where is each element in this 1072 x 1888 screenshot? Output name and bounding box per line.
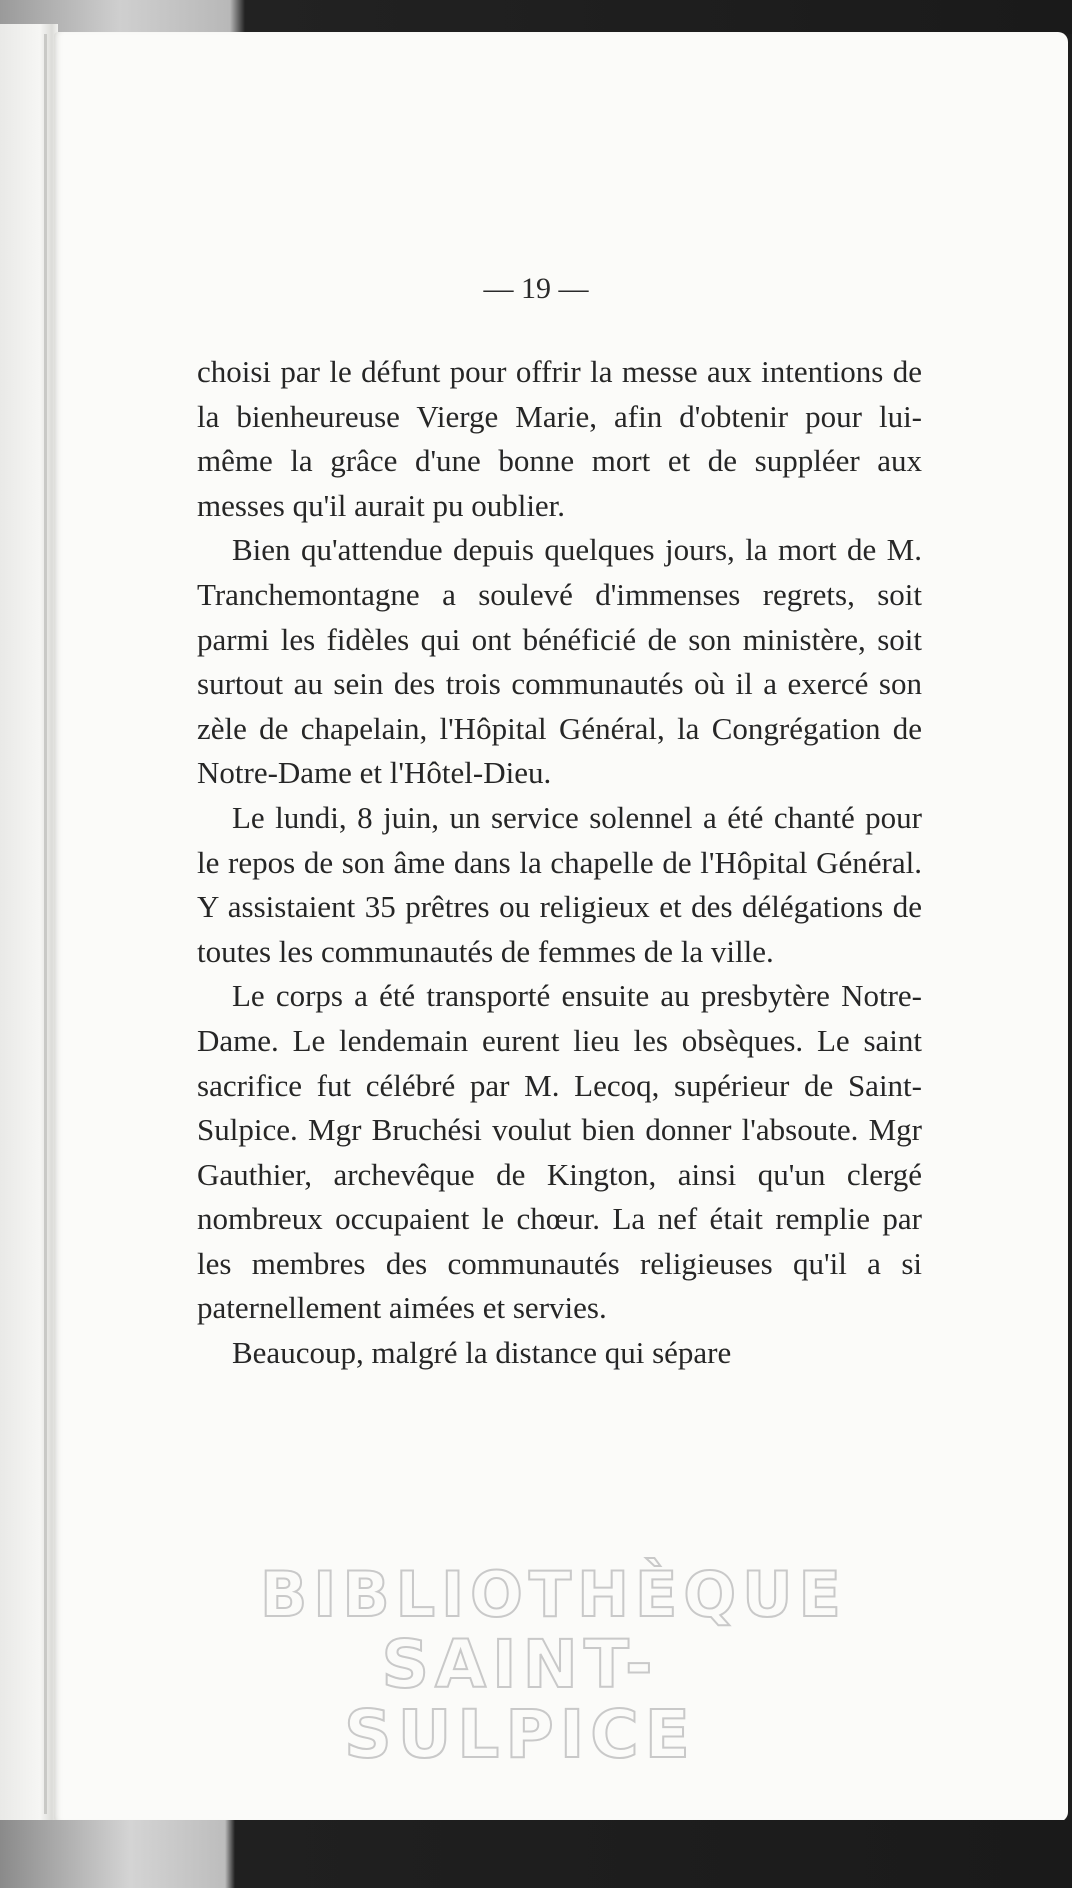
page-number: — 19 —: [483, 272, 589, 305]
stamp-line-2: SAINT-SULPICE: [344, 1626, 696, 1773]
paragraph-continued: choisi par le défunt pour offrir la messe aux intentions de la bienheureuse Vierge Marie, afin d'obtenir pour lui-même la grâce d'une bonne mort et de suppléer aux messes qu'il aurait pu oublier.: [197, 354, 922, 523]
scan-border-top: [0, 0, 1072, 34]
paragraph: Le corps a été transporté ensuite au presbytère Notre-Dame. Le lendemain eurent lieu les obsèques. Le saint sacrifice fut célébré par M. Lecoq, supérieur de Saint-Sulpice. Mgr Bruchési voulut bien donner l'absoute. Mgr Gauthier, archevêque de Kington, ainsi qu'un clergé nombreux occupaient le chœur. La nef était remplie par les membres des communautés religieuses qu'il a si paternellement aimées et servies.: [197, 978, 922, 1326]
stamp-line-1: BIBLIOTHÈQUE: [260, 1558, 847, 1631]
paragraph: Le lundi, 8 juin, un service solennel a été chanté pour le repos de son âme dans la chapelle de l'Hôpital Général. Y assistaient 35 prêtres ou religieux et des délégations de toutes les communautés de femmes de la ville.: [197, 799, 922, 969]
library-stamp: [240, 1558, 847, 1773]
paragraph: Bien qu'attendue depuis quelques jours, la mort de M. Tranchemontagne a soulevé d'immenses regrets, soit parmi les fidèles qui ont bénéficié de son ministère, soit surtout au sein des trois communautés où il a exercé son zèle de chapelain, l'Hôpital Général, la Congrégation de Notre-Dame et l'Hôtel-Dieu.: [197, 532, 922, 791]
body-text: [197, 350, 922, 1376]
paragraph-truncated: Beaucoup, malgré la distance qui sépare: [232, 1335, 732, 1371]
scan-border-bottom: [0, 1820, 1072, 1888]
